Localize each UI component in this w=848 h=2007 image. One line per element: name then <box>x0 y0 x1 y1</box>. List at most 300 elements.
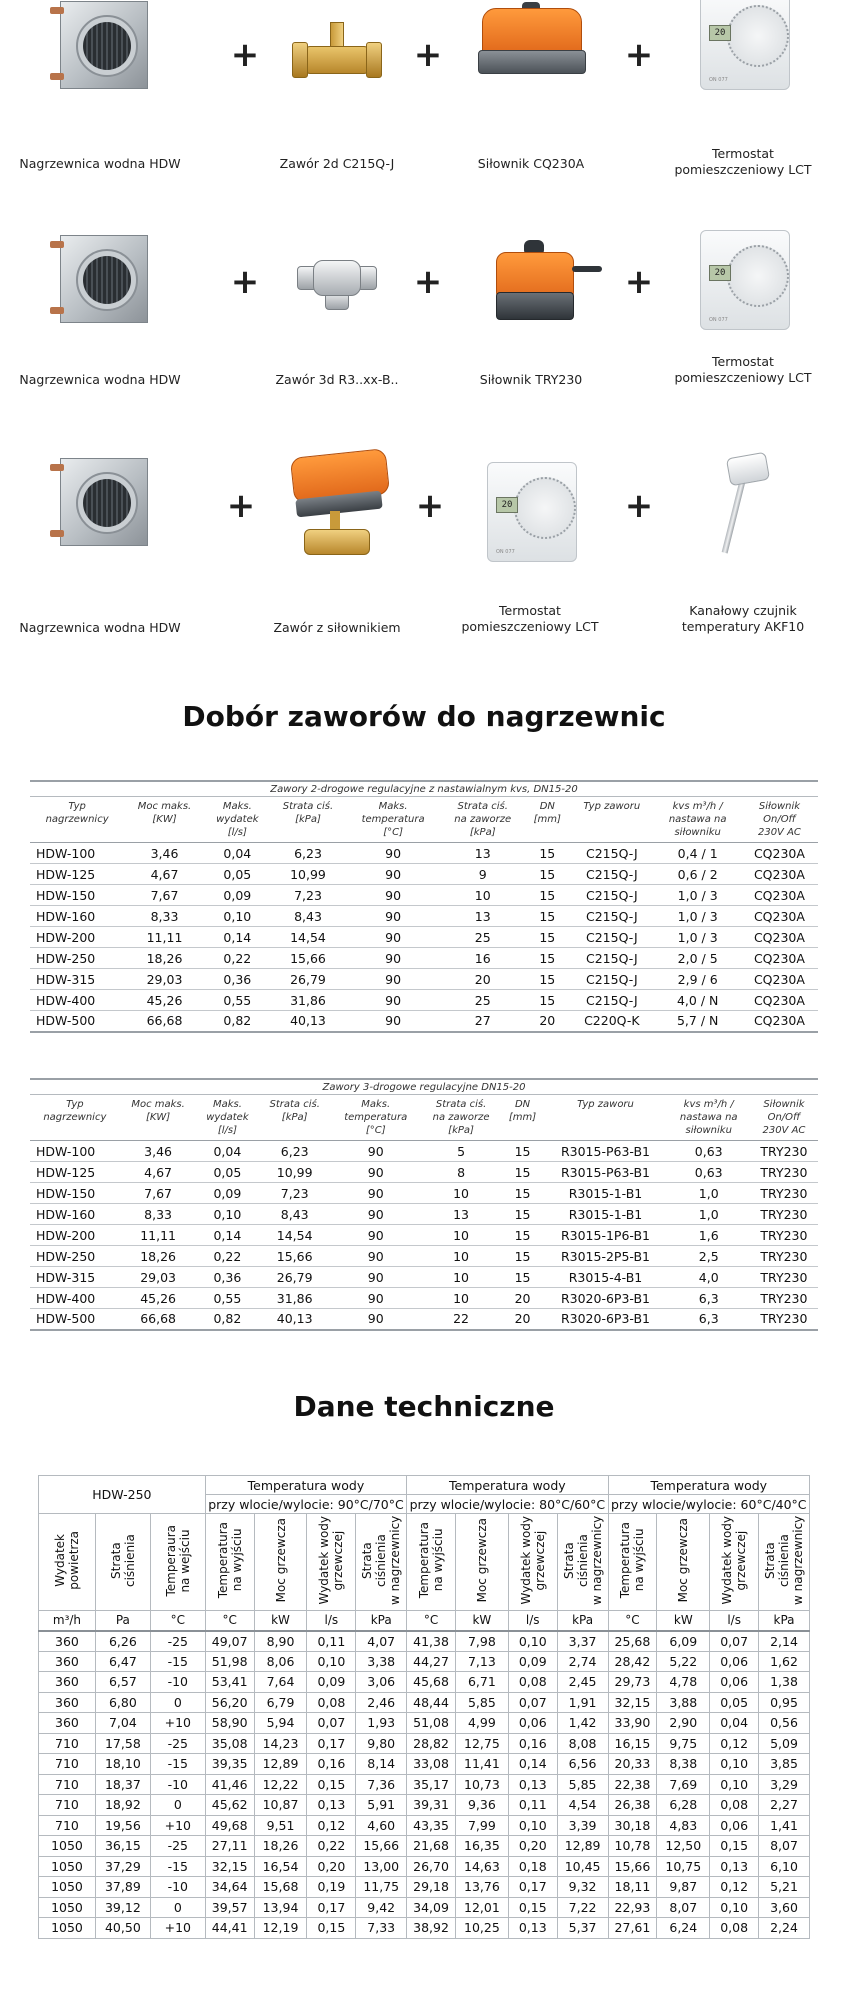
table-cell: 0,07 <box>710 1631 759 1652</box>
table-cell: 18,11 <box>608 1877 657 1898</box>
table-cell: 5,21 <box>759 1877 810 1898</box>
product-caption: Nagrzewnica wodna HDW <box>19 372 181 387</box>
table-cell: C215Q-J <box>569 885 654 906</box>
table-cell: 13 <box>420 1204 501 1225</box>
duct-sensor-icon <box>678 445 808 570</box>
table-cell: 6,26 <box>95 1631 150 1652</box>
table-cell: 0,11 <box>508 1795 557 1816</box>
table-cell: 11,11 <box>124 927 205 948</box>
table-row <box>30 1162 818 1183</box>
table-cell: 90 <box>346 906 440 927</box>
table-cell: 8,07 <box>657 1897 710 1918</box>
table-cell: 45,62 <box>205 1795 254 1816</box>
table-cell: -15 <box>150 1651 205 1672</box>
table-row <box>30 1204 818 1225</box>
table-row <box>39 1754 810 1775</box>
table-cell: 0,06 <box>710 1815 759 1836</box>
table-cell: 45,26 <box>120 1288 197 1309</box>
table-cell: 15 <box>525 906 569 927</box>
table-cell: 15 <box>502 1204 544 1225</box>
table-cell: 5,85 <box>557 1774 608 1795</box>
table-cell: 39,57 <box>205 1897 254 1918</box>
table-cell: 10 <box>440 885 525 906</box>
table-row <box>39 1795 810 1816</box>
table-cell: 15 <box>525 927 569 948</box>
table-cell: 13 <box>440 843 525 864</box>
table-cell: 10 <box>420 1267 501 1288</box>
table-cell: C215Q-J <box>569 969 654 990</box>
table-cell: 12,22 <box>254 1774 307 1795</box>
table-cell: HDW-500 <box>30 1011 124 1032</box>
table-cell: 27,61 <box>608 1918 657 1939</box>
table-cell: 0,12 <box>710 1733 759 1754</box>
table-cell: 16,35 <box>455 1836 508 1857</box>
table-cell: 49,68 <box>205 1815 254 1836</box>
table-cell: 66,68 <box>124 1011 205 1032</box>
table-cell: 10,99 <box>270 864 346 885</box>
table-cell: 0,13 <box>508 1774 557 1795</box>
column-header: Moc maks. [KW] <box>124 797 205 843</box>
unit-cell: l/s <box>508 1611 557 1631</box>
table-cell: 7,04 <box>95 1713 150 1734</box>
unit-cell: kW <box>657 1611 710 1631</box>
unit-cell: kPa <box>356 1611 407 1631</box>
column-header: Strata ciś. na zaworze [kPa] <box>440 797 525 843</box>
table-cell: 2,24 <box>759 1918 810 1939</box>
column-header: Moc grzewcza <box>254 1514 307 1611</box>
table-cell: 9,51 <box>254 1815 307 1836</box>
table-cell: R3015-2P5-B1 <box>543 1246 667 1267</box>
table-cell: 0,6 / 2 <box>654 864 740 885</box>
table-cell: 26,70 <box>407 1856 456 1877</box>
table-cell: 9,36 <box>455 1795 508 1816</box>
table-cell: 12,50 <box>657 1836 710 1857</box>
table-cell: 10,25 <box>455 1918 508 1939</box>
table-cell: CQ230A <box>741 927 818 948</box>
table-cell: 0,36 <box>196 1267 258 1288</box>
table-row <box>39 1713 810 1734</box>
table-cell: 20 <box>525 1011 569 1032</box>
table-cell: 10,99 <box>258 1162 331 1183</box>
column-header: Wydatek wody grzewczej <box>508 1514 557 1611</box>
column-header: Siłownik On/Off 230V AC <box>741 797 818 843</box>
table-cell: HDW-125 <box>30 864 124 885</box>
group-title: Temperatura wody <box>608 1476 809 1495</box>
table-cell: TRY230 <box>750 1267 818 1288</box>
table-cell: 2,45 <box>557 1672 608 1693</box>
table-cell: 6,71 <box>455 1672 508 1693</box>
table-cell: 19,56 <box>95 1815 150 1836</box>
table-cell: R3015-1P6-B1 <box>543 1225 667 1246</box>
table-cell: 0,09 <box>205 885 270 906</box>
table-cell: TRY230 <box>750 1204 818 1225</box>
table-cell: 11,11 <box>120 1225 197 1246</box>
table-cell: 18,26 <box>120 1246 197 1267</box>
table-row <box>30 969 818 990</box>
table-cell: 15,66 <box>270 948 346 969</box>
table-cell: 5,85 <box>455 1692 508 1713</box>
table-row <box>39 1815 810 1836</box>
table-cell: TRY230 <box>750 1162 818 1183</box>
table-cell: TRY230 <box>750 1246 818 1267</box>
table-cell: 32,15 <box>608 1692 657 1713</box>
column-header: Siłownik On/Off 230V AC <box>750 1095 818 1141</box>
table-cell: 16,15 <box>608 1733 657 1754</box>
table-cell: 8,38 <box>657 1754 710 1775</box>
table-cell: 0,63 <box>668 1141 750 1162</box>
table-cell: 6,23 <box>258 1141 331 1162</box>
table-cell: 0,14 <box>205 927 270 948</box>
table-cell: 17,58 <box>95 1733 150 1754</box>
table-cell: 0,04 <box>710 1713 759 1734</box>
table-cell: 4,0 / N <box>654 990 740 1011</box>
table-cell: C215Q-J <box>569 927 654 948</box>
table-cell: 12,89 <box>557 1836 608 1857</box>
table-cell: 45,26 <box>124 990 205 1011</box>
table-cell: 0,17 <box>307 1733 356 1754</box>
plus-sign: + <box>415 486 445 526</box>
table-cell: 0,63 <box>668 1162 750 1183</box>
table-cell: 5,94 <box>254 1713 307 1734</box>
table-cell: 90 <box>346 969 440 990</box>
plus-sign: + <box>413 35 443 75</box>
table-cell: 26,79 <box>258 1267 331 1288</box>
table-cell: 31,86 <box>258 1288 331 1309</box>
table-cell: TRY230 <box>750 1225 818 1246</box>
table-cell: 9,80 <box>356 1733 407 1754</box>
product-caption: Zawór 3d R3..xx-B.. <box>275 372 399 387</box>
table-cell: 0,13 <box>307 1795 356 1816</box>
table-cell: 0,05 <box>196 1162 258 1183</box>
table-cell: 4,83 <box>657 1815 710 1836</box>
table-cell: 7,69 <box>657 1774 710 1795</box>
table-cell: HDW-150 <box>30 1183 120 1204</box>
table-cell: HDW-400 <box>30 1288 120 1309</box>
column-header: Strata ciśnienia w nagrzewnicy <box>759 1514 810 1611</box>
table-cell: CQ230A <box>741 906 818 927</box>
table-cell: 15 <box>502 1246 544 1267</box>
table-cell: 20 <box>502 1309 544 1330</box>
table-cell: 58,90 <box>205 1713 254 1734</box>
table-cell: 44,27 <box>407 1651 456 1672</box>
table-cell: 0,09 <box>508 1651 557 1672</box>
table-cell: 15 <box>502 1267 544 1288</box>
table-cell: 0,16 <box>508 1733 557 1754</box>
table-cell: 14,54 <box>270 927 346 948</box>
table-cell: 0,13 <box>710 1856 759 1877</box>
table-cell: 14,23 <box>254 1733 307 1754</box>
table-cell: TRY230 <box>750 1309 818 1330</box>
actuator-icon <box>466 222 596 347</box>
table-cell: 45,68 <box>407 1672 456 1693</box>
table-row <box>39 1774 810 1795</box>
column-header: Typ zaworu <box>543 1095 667 1141</box>
unit-cell: Pa <box>95 1611 150 1631</box>
table-cell: 710 <box>39 1815 96 1836</box>
column-header: Maks. wydatek [l/s] <box>205 797 270 843</box>
table-cell: 10,75 <box>657 1856 710 1877</box>
product-caption: Siłownik TRY230 <box>479 372 583 387</box>
table-cell: 90 <box>331 1309 420 1330</box>
table-cell: 12,75 <box>455 1733 508 1754</box>
table-cell: 1,41 <box>759 1815 810 1836</box>
column-header: Strata ciśnienia w nagrzewnicy <box>557 1514 608 1611</box>
table-cell: 7,13 <box>455 1651 508 1672</box>
table-cell: 0,08 <box>508 1672 557 1693</box>
table-cell: 0,09 <box>307 1672 356 1693</box>
unit-cell: kW <box>455 1611 508 1631</box>
table-cell: 5,7 / N <box>654 1011 740 1032</box>
table-cell: 6,3 <box>668 1288 750 1309</box>
model-label: HDW-250 <box>39 1476 206 1514</box>
table-cell: 0,17 <box>307 1897 356 1918</box>
table-caption: Zawory 2-drogowe regulacyjne z nastawialnym kvs, DN15-20 <box>30 780 818 797</box>
table-cell: 29,18 <box>407 1877 456 1898</box>
table-cell: C215Q-J <box>569 906 654 927</box>
table-cell: 0,05 <box>205 864 270 885</box>
table-cell: 26,38 <box>608 1795 657 1816</box>
table-cell: 6,57 <box>95 1672 150 1693</box>
plus-sign: + <box>413 262 443 302</box>
table-cell: 8 <box>420 1162 501 1183</box>
table-cell: C220Q-K <box>569 1011 654 1032</box>
table-cell: 90 <box>346 948 440 969</box>
table-row <box>30 1246 818 1267</box>
column-header: Typ nagrzewnicy <box>30 1095 120 1141</box>
table-cell: 6,24 <box>657 1918 710 1939</box>
table-cell: 25 <box>440 927 525 948</box>
table-cell: 90 <box>346 864 440 885</box>
column-header: Typ zaworu <box>569 797 654 843</box>
table-cell: 0,20 <box>508 1836 557 1857</box>
table-cell: 18,92 <box>95 1795 150 1816</box>
table-cell: 0,10 <box>205 906 270 927</box>
plus-sign: + <box>226 486 256 526</box>
table-cell: 0,06 <box>710 1651 759 1672</box>
table-cell: CQ230A <box>741 843 818 864</box>
table-cell: 40,13 <box>258 1309 331 1330</box>
table-cell: 360 <box>39 1713 96 1734</box>
table-cell: 90 <box>346 927 440 948</box>
table-cell: 34,64 <box>205 1877 254 1898</box>
plus-sign: + <box>230 35 260 75</box>
table-cell: 9,87 <box>657 1877 710 1898</box>
table-cell: 90 <box>346 885 440 906</box>
table-cell: 15 <box>525 969 569 990</box>
product-caption: Termostat pomieszczeniowy LCT <box>674 354 812 385</box>
table-cell: +10 <box>150 1713 205 1734</box>
table-cell: C215Q-J <box>569 990 654 1011</box>
table-cell: 49,07 <box>205 1631 254 1652</box>
column-header: kvs m³/h / nastawa na siłowniku <box>668 1095 750 1141</box>
table-cell: 1,0 / 3 <box>654 927 740 948</box>
table-cell: 0,14 <box>196 1225 258 1246</box>
table-cell: 0,15 <box>710 1836 759 1857</box>
table-cell: 1,6 <box>668 1225 750 1246</box>
table-row <box>30 1267 818 1288</box>
table-cell: 35,17 <box>407 1774 456 1795</box>
column-header: Maks. wydatek [l/s] <box>196 1095 258 1141</box>
table-cell: 36,15 <box>95 1836 150 1857</box>
product-row-1 <box>0 0 848 200</box>
table-cell: 2,0 / 5 <box>654 948 740 969</box>
table-cell: 0,14 <box>508 1754 557 1775</box>
table-cell: 2,5 <box>668 1246 750 1267</box>
product-row-3 <box>0 445 848 645</box>
table-cell: 8,14 <box>356 1754 407 1775</box>
table-cell: 360 <box>39 1692 96 1713</box>
table-cell: 6,09 <box>657 1631 710 1652</box>
column-header: Maks. temperatura [°C] <box>346 797 440 843</box>
table-cell: R3015-1-B1 <box>543 1204 667 1225</box>
table-cell: 90 <box>346 990 440 1011</box>
table-row <box>30 1225 818 1246</box>
table-cell: 1050 <box>39 1856 96 1877</box>
table-cell: TRY230 <box>750 1183 818 1204</box>
table-row <box>30 1183 818 1204</box>
table-cell: 37,89 <box>95 1877 150 1898</box>
table-cell: 7,36 <box>356 1774 407 1795</box>
table-cell: 0,08 <box>710 1918 759 1939</box>
table-cell: 6,79 <box>254 1692 307 1713</box>
table-cell: 0,10 <box>710 1897 759 1918</box>
table-cell: 33,08 <box>407 1754 456 1775</box>
table-cell: 8,08 <box>557 1733 608 1754</box>
table-cell: 25,68 <box>608 1631 657 1652</box>
table-cell: 22,38 <box>608 1774 657 1795</box>
table-row <box>30 927 818 948</box>
table-cell: 0,10 <box>307 1651 356 1672</box>
product-caption: Kanałowy czujnik temperatury AKF10 <box>681 603 805 634</box>
table-cell: 0,10 <box>196 1204 258 1225</box>
table-row <box>30 843 818 864</box>
table-cell: 0,18 <box>508 1856 557 1877</box>
column-header: kvs m³/h / nastawa na siłowniku <box>654 797 740 843</box>
table-caption: Zawory 3-drogowe regulacyjne DN15-20 <box>30 1078 818 1095</box>
table-cell: 3,46 <box>124 843 205 864</box>
column-header: Strata ciśnienia <box>95 1514 150 1611</box>
table-cell: 0,95 <box>759 1692 810 1713</box>
table-cell: 9,42 <box>356 1897 407 1918</box>
table-cell: 8,06 <box>254 1651 307 1672</box>
group-subtitle: przy wlocie/wylocie: 60°C/40°C <box>608 1495 809 1514</box>
table-cell: 3,38 <box>356 1651 407 1672</box>
table-cell: HDW-150 <box>30 885 124 906</box>
table-cell: CQ230A <box>741 1011 818 1032</box>
table-cell: 15 <box>502 1141 544 1162</box>
product-caption: Termostat pomieszczeniowy LCT <box>674 146 812 177</box>
column-header: Wydatek powietrza <box>39 1514 96 1611</box>
group-subtitle: przy wlocie/wylocie: 80°C/60°C <box>407 1495 608 1514</box>
table-cell: 28,42 <box>608 1651 657 1672</box>
table-cell: 15,68 <box>254 1877 307 1898</box>
table-cell: 1050 <box>39 1918 96 1939</box>
valve-with-actuator-icon <box>272 445 402 570</box>
table-row <box>39 1631 810 1652</box>
heater-icon <box>35 0 165 113</box>
table-cell: 0,22 <box>196 1246 258 1267</box>
table-cell: 90 <box>331 1288 420 1309</box>
unit-cell: kW <box>254 1611 307 1631</box>
table-cell: 15 <box>525 864 569 885</box>
unit-cell: °C <box>407 1611 456 1631</box>
table-cell: 3,60 <box>759 1897 810 1918</box>
table-cell: 0,20 <box>307 1856 356 1877</box>
table-cell: R3020-6P3-B1 <box>543 1288 667 1309</box>
column-header: DN [mm] <box>525 797 569 843</box>
table-cell: HDW-100 <box>30 1141 120 1162</box>
table-cell: 0,08 <box>710 1795 759 1816</box>
table-cell: 8,90 <box>254 1631 307 1652</box>
table-cell: 35,08 <box>205 1733 254 1754</box>
table-cell: 12,89 <box>254 1754 307 1775</box>
table-cell: 11,75 <box>356 1877 407 1898</box>
table-row <box>39 1733 810 1754</box>
table-cell: 38,92 <box>407 1918 456 1939</box>
table-cell: HDW-160 <box>30 906 124 927</box>
table-cell: 7,22 <box>557 1897 608 1918</box>
table-row <box>30 1309 818 1330</box>
table-cell: 360 <box>39 1651 96 1672</box>
unit-cell: kPa <box>557 1611 608 1631</box>
table-cell: 9,32 <box>557 1877 608 1898</box>
room-thermostat-icon: 20 ON 077 <box>678 228 808 353</box>
table-cell: 4,0 <box>668 1267 750 1288</box>
table-cell: HDW-125 <box>30 1162 120 1183</box>
table-cell: 0,16 <box>307 1754 356 1775</box>
unit-cell: l/s <box>307 1611 356 1631</box>
table-cell: 0,04 <box>196 1141 258 1162</box>
table-cell: 10,45 <box>557 1856 608 1877</box>
table-cell: 2,90 <box>657 1713 710 1734</box>
table-cell: 360 <box>39 1672 96 1693</box>
table-cell: 5,09 <box>759 1733 810 1754</box>
table-row <box>30 1288 818 1309</box>
heater-icon <box>35 445 165 570</box>
table-cell: 66,68 <box>120 1309 197 1330</box>
table-cell: 0,10 <box>710 1774 759 1795</box>
table-cell: HDW-250 <box>30 948 124 969</box>
table-cell: 7,23 <box>258 1183 331 1204</box>
table-cell: 30,18 <box>608 1815 657 1836</box>
table-cell: 15 <box>525 948 569 969</box>
table-cell: 22 <box>420 1309 501 1330</box>
table-cell: 3,29 <box>759 1774 810 1795</box>
table-cell: 6,47 <box>95 1651 150 1672</box>
two-way-valve-table <box>30 780 818 1033</box>
table-cell: 0,09 <box>196 1183 258 1204</box>
table-cell: -25 <box>150 1733 205 1754</box>
table-cell: 10 <box>420 1246 501 1267</box>
table-cell: 4,07 <box>356 1631 407 1652</box>
table-cell: 7,98 <box>455 1631 508 1652</box>
table-cell: 29,03 <box>124 969 205 990</box>
table-cell: 39,35 <box>205 1754 254 1775</box>
table-cell: 6,56 <box>557 1754 608 1775</box>
table-cell: 12,19 <box>254 1918 307 1939</box>
table-cell: 6,28 <box>657 1795 710 1816</box>
table-cell: HDW-315 <box>30 1267 120 1288</box>
table-cell: -10 <box>150 1877 205 1898</box>
table-cell: 0 <box>150 1795 205 1816</box>
table-cell: 15 <box>502 1162 544 1183</box>
group-subtitle: przy wlocie/wylocie: 90°C/70°C <box>205 1495 406 1514</box>
table-row <box>30 990 818 1011</box>
table-cell: 0,05 <box>710 1692 759 1713</box>
table-cell: 13,00 <box>356 1856 407 1877</box>
table-cell: 5 <box>420 1141 501 1162</box>
table-cell: 0,55 <box>196 1288 258 1309</box>
